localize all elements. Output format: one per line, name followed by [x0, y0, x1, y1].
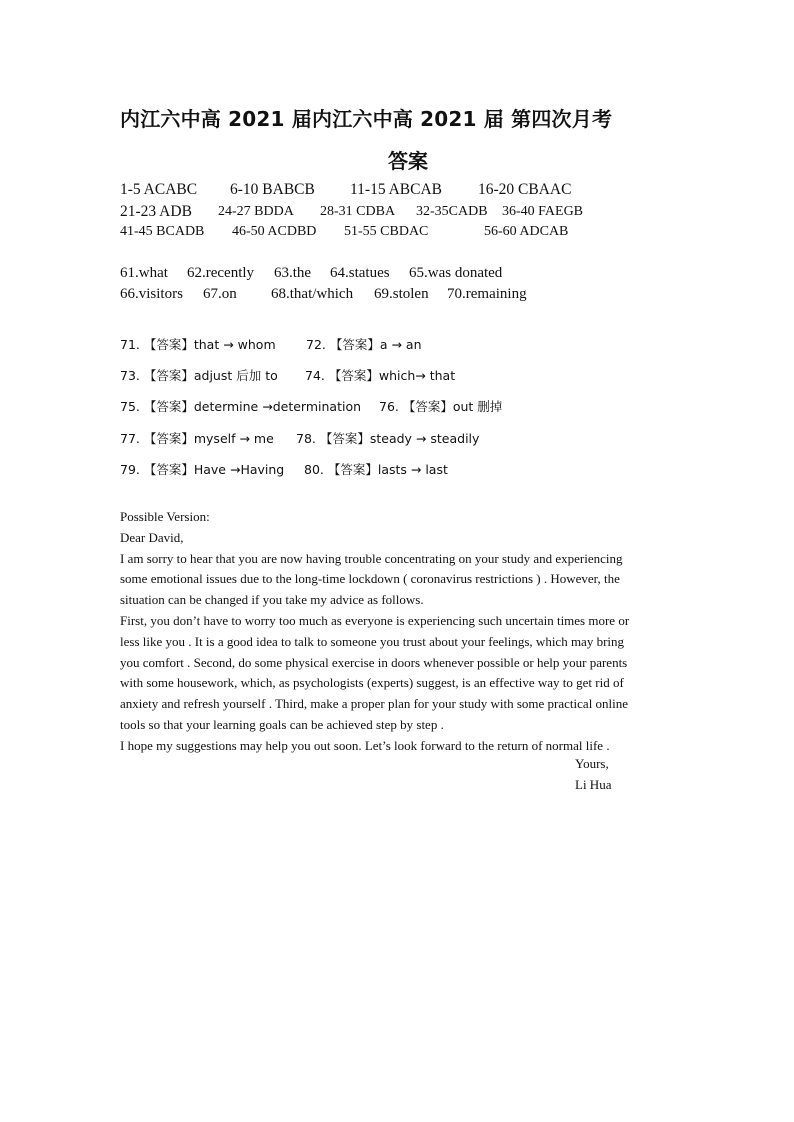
essay-line: Possible Version: [120, 509, 210, 524]
correction-answer: 78. 【答案】steady → steadily [296, 431, 480, 446]
fill-answer: 63.the [274, 265, 312, 281]
mc-answer: 56-60 ADCAB [484, 224, 569, 239]
mc-answer: 41-45 BCADB [120, 224, 205, 239]
essay-line: some emotional issues due to the long-time lockdown ( coronavirus restrictions ) . However, the [120, 571, 620, 587]
fill-answer: 67.on [203, 286, 237, 302]
essay-line: First, you don’t have to worry too much as everyone is experiencing such uncertain times more or [120, 612, 630, 628]
fill-answer: 62.recently [187, 265, 255, 281]
essay-line: less like you . It is a good idea to talk to someone you trust about your feelings, which may bring [120, 633, 625, 649]
letter-closing: Yours, [575, 756, 609, 771]
mc-answer: 32-35CADB [416, 204, 488, 219]
mc-answer: 16-20 CBAAC [478, 181, 572, 198]
essay-line: tools so that your learning goals can be achieved step by step . [120, 716, 444, 732]
essay-line: situation can be changed if you take my advice as follows. [120, 592, 424, 608]
correction-answer: 76. 【答案】out 删掉 [379, 399, 503, 414]
correction-answer: 77. 【答案】myself → me [120, 431, 274, 446]
mc-answer: 24-27 BDDA [218, 204, 294, 219]
essay-line: with some housework, which, as psychologists (experts) suggest, is an effective way to get rid of [120, 675, 624, 691]
correction-answer: 74. 【答案】which→ that [305, 368, 456, 383]
correction-answer: 72. 【答案】a → an [306, 337, 422, 352]
fill-answer: 66.visitors [120, 286, 183, 302]
correction-answer: 75. 【答案】determine →determination [120, 399, 362, 414]
page-subtitle: 答案 [388, 149, 428, 173]
mc-answer: 6-10 BABCB [230, 181, 315, 198]
essay-body [120, 507, 680, 757]
essay-line: anxiety and refresh yourself . Third, make a proper plan for your study with some practical online [120, 696, 629, 712]
mc-answer: 36-40 FAEGB [502, 204, 584, 219]
fill-answer: 70.remaining [447, 286, 527, 302]
letter-signature: Li Hua [575, 777, 612, 792]
essay-line: I am sorry to hear that you are now having trouble concentrating on your study and experiencing [120, 550, 623, 566]
correction-answer: 79. 【答案】Have →Having [120, 462, 285, 477]
fill-answer: 69.stolen [374, 286, 429, 302]
fill-answer: 61.what [120, 265, 168, 281]
essay-line: you comfort . Second, do some physical exercise in doors whenever possible or help your parents [120, 654, 628, 670]
fill-answer: 64.statues [330, 265, 390, 281]
mc-answer: 28-31 CDBA [320, 204, 396, 219]
correction-answer: 80. 【答案】lasts → last [304, 462, 448, 477]
correction-answer: 73. 【答案】adjust 后加 to [120, 368, 278, 383]
page-title: 内江六中高 2021 届内江六中高 2021 届 第四次月考 [120, 107, 613, 131]
essay-line: Dear David, [120, 529, 184, 545]
mc-answer: 1-5 ACABC [120, 181, 198, 198]
fill-answer: 65.was donated [409, 265, 503, 281]
essay-line: I hope my suggestions may help you out soon. Let’s look forward to the return of normal life . [120, 737, 610, 753]
mc-answer: 21-23 ADB [120, 203, 192, 220]
mc-answer: 46-50 ACDBD [232, 224, 317, 239]
correction-answer: 71. 【答案】that → whom [120, 337, 276, 352]
fill-answer: 68.that/which [271, 286, 354, 302]
mc-answer: 11-15 ABCAB [350, 181, 443, 198]
mc-answer: 51-55 CBDAC [344, 224, 429, 239]
